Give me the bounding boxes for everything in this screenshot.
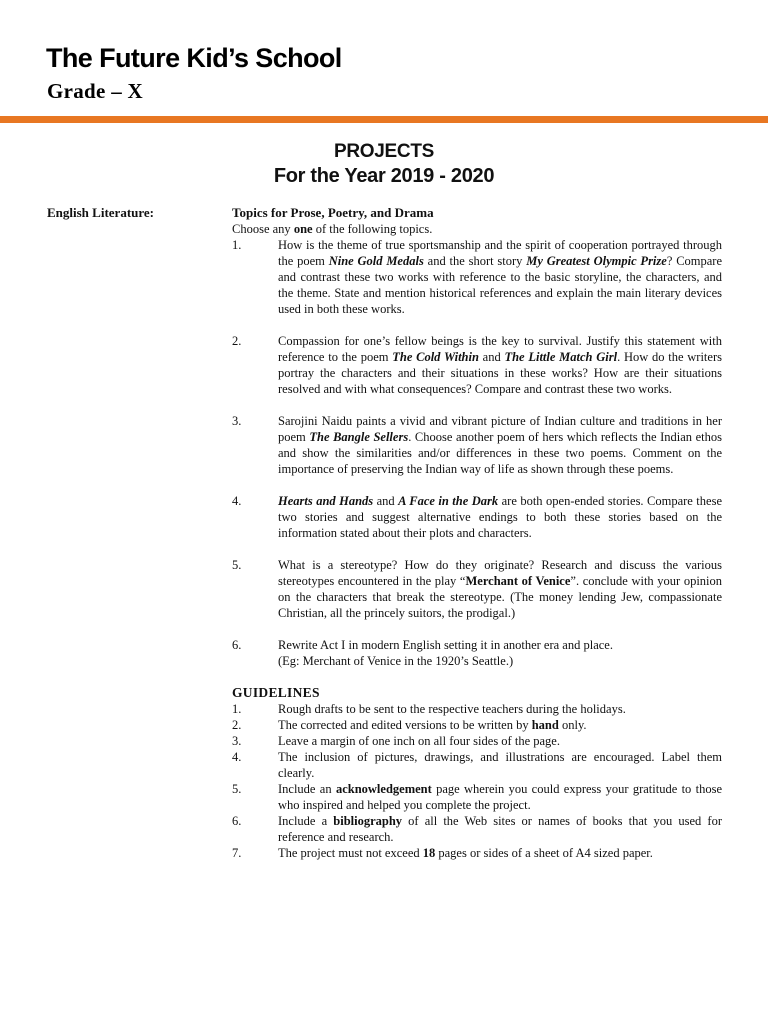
guideline-item-number: 1.	[232, 702, 242, 716]
topic-item-text-part: Merchant of Venice	[465, 574, 571, 588]
topic-item-text-part: Compassion for one’s fellow beings is the key to survival. Justify this statement with reference to the poem	[278, 334, 722, 364]
guideline-item	[232, 733, 722, 749]
topic-item-text-part: ? Compare and contrast these two works with reference to the basic storyline, the characters, and the theme. State and mention historical references and explain the main literary devices used in both these works.	[278, 254, 723, 316]
guideline-item	[232, 701, 722, 717]
guideline-item-text-part: Include a	[278, 814, 334, 828]
guideline-item-text	[278, 845, 722, 861]
topic-item-text-part: The Bangle Sellers	[309, 430, 409, 444]
topic-item-text	[278, 237, 722, 317]
guideline-item-text-part: The corrected and edited versions to be written by	[278, 718, 532, 732]
guideline-item	[232, 781, 722, 813]
topic-item-number: 2.	[232, 334, 242, 348]
guideline-item-text-part: The inclusion of pictures, drawings, and illustrations are encouraged. Label them clearly.	[278, 750, 722, 780]
guideline-item-number: 4.	[232, 750, 242, 764]
guideline-item-text-part: hand	[531, 718, 559, 732]
guideline-item-text	[278, 717, 722, 733]
topic-item-text	[278, 637, 722, 669]
choose-bold: one	[293, 222, 313, 236]
topic-item-text-part: What is a stereotype? How do they originate? Research and discuss the various stereotypes encountered in the play “	[278, 558, 722, 588]
topic-item-text-part: (Eg: Merchant of Venice in the 1920’s Seattle.)	[278, 654, 514, 668]
topic-item-text-part: My Greatest Olympic Prize	[526, 254, 667, 268]
title-year: For the Year 2019 - 2020	[273, 165, 495, 187]
document-title	[0, 140, 768, 189]
header-rule	[0, 116, 768, 123]
guideline-item-number: 2.	[232, 718, 242, 732]
topic-item-text-part: Rewrite Act I in modern English setting it in another era and place.	[278, 638, 613, 652]
topic-item-number: 1.	[232, 238, 242, 252]
guideline-item-text-part: The project must not exceed	[278, 846, 423, 860]
title-projects: PROJECTS	[333, 141, 434, 162]
topic-item-text-part: are both open-ended stories. Compare these two stories and suggest alternative endings to both these stories based on the information stated about their plots and characters.	[278, 494, 722, 540]
topic-item-text-part: and	[373, 494, 399, 508]
guideline-item-text-part: only.	[558, 718, 587, 732]
guidelines-heading: GUIDELINES	[232, 685, 320, 700]
topic-item-text-part: Sarojini Naidu paints a vivid and vibrant picture of Indian culture and traditions in her poem	[278, 414, 722, 444]
topic-item	[232, 557, 722, 621]
topic-item	[232, 637, 722, 669]
guideline-item-text	[278, 733, 722, 749]
guideline-item-text-part: acknowledgement	[335, 782, 432, 796]
topic-item-text-part: The Little Match Girl	[504, 350, 618, 364]
topic-item	[232, 413, 722, 477]
guideline-item-text-part: bibliography	[333, 814, 403, 828]
topic-item-text-part: A Face in the Dark	[398, 494, 499, 508]
topic-item-text-part: Hearts and Hands	[278, 494, 374, 508]
guideline-item-text-part: Rough drafts to be sent to the respective teachers during the holidays.	[278, 702, 626, 716]
topic-item-text-part: How is the theme of true sportsmanship and the spirit of cooperation portrayed through the poem	[278, 238, 722, 268]
topic-item-text-part: . Choose another poem of hers which reflects the Indian ethos and show the similarities and/or differences in these two poems. Comment on the importance of preserving the Indian way of life as shown through these poems.	[278, 430, 722, 476]
topic-item-number: 6.	[232, 638, 242, 652]
subject-label: English Literature:	[47, 205, 155, 220]
topics-list	[232, 237, 722, 669]
guideline-item-text-part: Include an	[278, 782, 336, 796]
topic-item-number: 3.	[232, 414, 242, 428]
guideline-item-number: 7.	[232, 846, 242, 860]
choose-pre: Choose any	[232, 222, 294, 236]
guideline-item-text	[278, 813, 722, 845]
guideline-item-number: 6.	[232, 814, 242, 828]
topics-heading: Topics for Prose, Poetry, and Drama	[232, 205, 434, 220]
topic-item-text-part: . How do the writers portray the characters and their situations in these works? How are their situations resolved and with what consequences? Compare and contrast these two works.	[278, 350, 722, 396]
topic-item	[232, 237, 722, 317]
guideline-item-text-part: page wherein you could express your gratitude to those who inspired and helped you complete the project.	[278, 782, 723, 812]
topic-item-text	[278, 557, 722, 621]
topic-item-number: 5.	[232, 558, 242, 572]
guideline-item-text-part: 18	[422, 846, 436, 860]
grade-label: Grade – X	[47, 79, 144, 103]
topic-item-text	[278, 413, 722, 477]
topic-item-number: 4.	[232, 494, 242, 508]
content-column	[232, 205, 722, 861]
choose-instruction	[232, 221, 722, 237]
topic-item	[232, 333, 722, 397]
guideline-item-number: 5.	[232, 782, 242, 796]
topic-item-text-part: Nine Gold Medals	[328, 254, 424, 268]
guideline-item-number: 3.	[232, 734, 242, 748]
guideline-item-text-part: pages or sides of a sheet of A4 sized paper.	[435, 846, 653, 860]
guideline-item-text	[278, 701, 722, 717]
topic-item-text-part: ”. conclude with your opinion on the characters that break the stereotype. (The money lending Jew, compassionate Christian, all the princely suitors, the prodigal.)	[278, 574, 723, 620]
guidelines-list	[232, 701, 722, 861]
choose-post: of the following topics.	[312, 222, 433, 236]
guideline-item	[232, 749, 722, 781]
school-name: The Future Kid’s School	[46, 43, 342, 73]
guideline-item-text	[278, 749, 722, 781]
topic-item-text-part: The Cold Within	[392, 350, 479, 364]
topic-item	[232, 493, 722, 541]
guideline-item	[232, 813, 722, 845]
topic-item-text-part: and the short story	[423, 254, 527, 268]
topic-item-text	[278, 493, 722, 541]
guideline-item-text-part: of all the Web sites or names of books that you used for reference and research.	[278, 814, 723, 844]
guideline-item	[232, 845, 722, 861]
guideline-item-text	[278, 781, 722, 813]
topic-item-text	[278, 333, 722, 397]
guideline-item	[232, 717, 722, 733]
topic-item-text-part: and	[478, 350, 505, 364]
guideline-item-text-part: Leave a margin of one inch on all four sides of the page.	[278, 734, 560, 748]
